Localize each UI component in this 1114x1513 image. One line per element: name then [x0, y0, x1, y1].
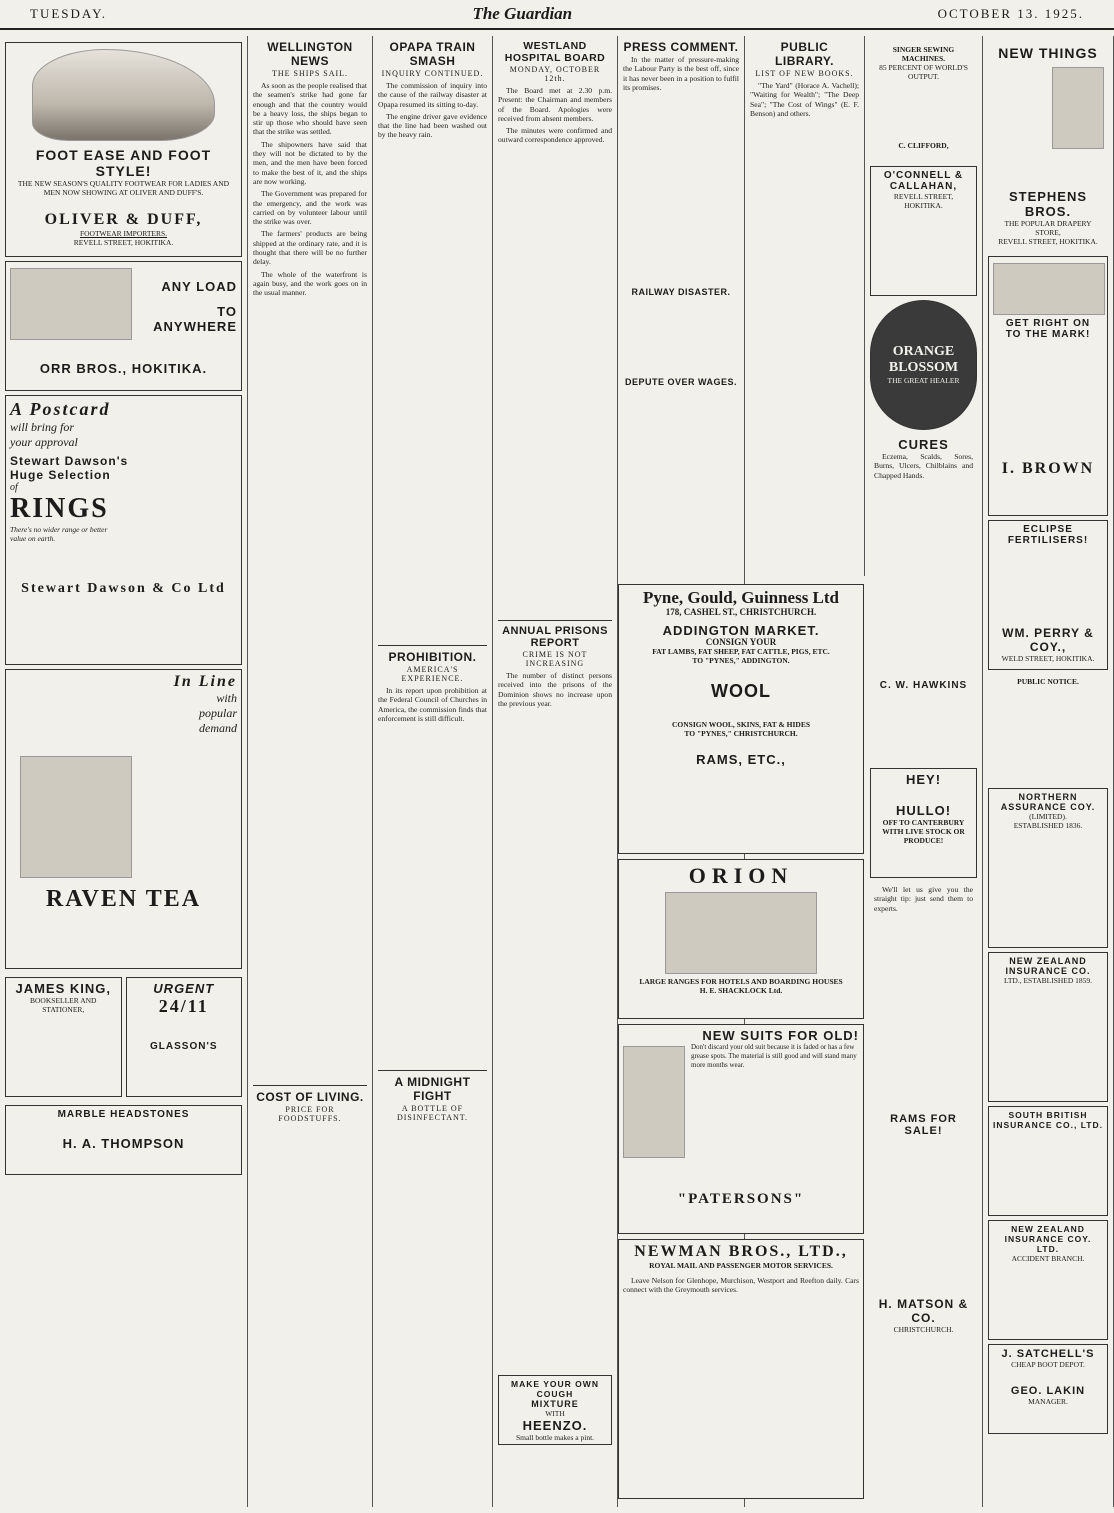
headline-depute-over-wages: DEPUTE OVER WAGES.	[624, 377, 738, 387]
ad-line-2: MIXTURE	[531, 1399, 579, 1409]
ad-rams: RAMS, ETC.,	[696, 752, 786, 767]
ad-name: H. A. THOMPSON	[62, 1136, 185, 1151]
ad-to-christchurch: TO "PYNES," CHRISTCHURCH.	[684, 729, 798, 738]
northern-assurance-ad	[988, 788, 1108, 948]
lorry-illustration	[10, 268, 132, 340]
orange-blossom-ad	[870, 300, 977, 430]
ad-firm: OLIVER & DUFF,	[44, 211, 203, 228]
ad-title: URGENT	[153, 981, 215, 996]
ad-body: THE NEW SEASON'S QUALITY FOOTWEAR FOR LADIES AND MEN NOW SHOWING AT OLIVER AND DUFF'S.	[17, 179, 230, 197]
issue-day: TUESDAY.	[30, 6, 108, 21]
ad-title: NORTHERN ASSURANCE COY.	[1000, 792, 1096, 812]
singer-sewing-ad	[870, 42, 977, 162]
ad-firm: GLASSON'S	[150, 1041, 218, 1052]
ad-body: We'll let us give you the straight tip: just send them to experts.	[874, 885, 973, 913]
ad-sub: ROYAL MAIL AND PASSENGER MOTOR SERVICES.	[649, 1261, 833, 1270]
tea-tin-illustration	[20, 756, 132, 878]
subhead: MONDAY, OCTOBER 12th.	[509, 65, 601, 83]
orr-bros-ad	[5, 261, 242, 391]
ad-body: Leave Nelson for Glenhope, Murchison, Westport and Reefton daily. Cars connect with the Greymouth services.	[623, 1276, 859, 1295]
ad-title: JAMES KING,	[15, 981, 111, 996]
ad-firm: ORR BROS., HOKITIKA.	[39, 361, 208, 376]
ad-sub: BOOKSELLER AND STATIONER,	[30, 996, 97, 1014]
article-text: In its report upon prohibition at the Federal Council of Churches in America, the commission finds that enforcement is still difficult.	[378, 686, 487, 723]
ad-sub: 85 PERCENT OF WORLD'S OUTPUT.	[879, 63, 968, 81]
oliver-duff-ad	[5, 42, 242, 257]
range-illustration	[665, 892, 817, 974]
ad-stock: FAT LAMBS, FAT SHEEP, FAT CATTLE, PIGS, ETC.	[652, 647, 830, 656]
subhead: LIST OF NEW BOOKS.	[755, 69, 854, 78]
ad-line-1: GET RIGHT ON	[1005, 318, 1091, 329]
column-6	[865, 36, 983, 1507]
column-7	[983, 36, 1114, 1507]
ad-line-5: Huge Selection	[10, 468, 111, 482]
ad-title: NEW ZEALAND INSURANCE CO.	[1005, 956, 1091, 976]
ad-title: J. SATCHELL'S	[1001, 1348, 1095, 1360]
accident-branch-ad	[988, 1220, 1108, 1340]
patersons-suits-ad	[618, 1024, 864, 1234]
james-king-ad	[5, 977, 122, 1097]
ad-brand: ORANGE BLOSSOM	[888, 344, 959, 375]
eclipse-fertilisers-ad	[988, 520, 1108, 670]
headline-midnight-fight: A MIDNIGHT FIGHT	[394, 1075, 471, 1103]
subhead: A BOTTLE OF DISINFECTANT.	[396, 1104, 469, 1122]
ad-sub: CHEAP BOOT DEPOT.	[1011, 1360, 1085, 1369]
headline-cost-of-living: COST OF LIVING.	[256, 1090, 364, 1104]
shooter-illustration	[993, 263, 1105, 315]
ad-title: NEW THINGS	[998, 45, 1098, 61]
headline-opapa-train-smash: OPAPA TRAIN SMASH	[389, 40, 476, 68]
stephens-bros-ad	[988, 42, 1108, 252]
ad-trade: FOOTWEAR IMPORTERS.	[79, 229, 168, 238]
ad-title: NEWMAN BROS., LTD.,	[634, 1243, 848, 1260]
ad-firm: C. W. HAWKINS	[879, 679, 968, 691]
fashion-illustration	[1052, 67, 1104, 149]
column-3	[373, 36, 493, 1507]
column-rule	[378, 645, 487, 646]
ad-line-3: WITH	[545, 1409, 565, 1418]
ad-wool: WOOL	[711, 681, 771, 701]
ad-sub: ACCIDENT BRANCH.	[1011, 1254, 1085, 1263]
column-ads-left	[0, 36, 248, 1507]
column-4	[493, 36, 618, 1507]
public-notice-ad	[988, 674, 1108, 784]
ad-sub: THE POPULAR DRAPERY STORE,	[1004, 219, 1092, 237]
ad-firm: I. BROWN	[1001, 460, 1095, 477]
ad-line-5: Small bottle makes a pint.	[515, 1433, 595, 1442]
subhead: THE SHIPS SAIL.	[271, 69, 349, 78]
shoe-illustration	[32, 49, 216, 141]
ad-tag: THE GREAT HEALER	[887, 376, 960, 385]
issue-date: OCTOBER 13. 1925.	[937, 6, 1084, 21]
headline-railway-disaster: RAILWAY DISASTER.	[631, 287, 731, 297]
ad-title: PUBLIC NOTICE.	[1017, 677, 1079, 686]
ad-title: Pyne, Gould, Guinness Ltd	[642, 588, 840, 607]
ad-firm: GEO. LAKIN	[1010, 1385, 1086, 1397]
ad-title: MARBLE HEADSTONES	[57, 1109, 190, 1120]
ad-firm: H. MATSON & CO.	[878, 1296, 969, 1325]
ad-line-7: RINGS	[10, 493, 109, 524]
ad-consign-wool: CONSIGN WOOL, SKINS, FAT & HIDES	[671, 720, 811, 729]
newman-bros-ad	[618, 1239, 864, 1499]
ad-hey: HEY!	[905, 772, 942, 787]
ad-title: NEW SUITS FOR OLD!	[702, 1028, 859, 1043]
stewart-dawson-ad	[5, 395, 242, 665]
nz-insurance-ad	[988, 952, 1108, 1102]
headline-westland-hospital-board: WESTLAND HOSPITAL BOARD	[504, 40, 606, 64]
ad-firm: H. E. SHACKLOCK Ltd.	[699, 986, 783, 995]
ad-price: 24/11	[158, 996, 209, 1016]
ad-firm: C. CLIFFORD,	[898, 141, 949, 150]
ad-title: SINGER SEWING MACHINES.	[892, 45, 955, 63]
ad-body: Eczema, Scalds, Sores, Burns, Ulcers, Chilblains and Chapped Hands.	[874, 452, 973, 480]
article-text: "The Yard" (Horace A. Vachell); "Waiting for Wealth"; "The Deep Sea"; "The Cost of Wings" (E. F. Benson) and others.	[750, 81, 859, 118]
ad-hullo: HULLO!	[895, 803, 952, 818]
article-text: In the matter of pressure-making the Labour Party is the best off, since it has never been in a position to fulfil its promises.	[623, 55, 739, 92]
column-rule	[253, 1085, 367, 1086]
ad-rams: RAMS FOR SALE!	[890, 1112, 957, 1137]
ad-address: 178, CASHEL ST., CHRISTCHURCH.	[665, 607, 817, 617]
glassons-ad	[126, 977, 243, 1097]
hey-hullo-ad	[870, 768, 977, 878]
ad-brand: ORION	[688, 863, 794, 888]
ad-line-2: will bring for	[10, 420, 75, 434]
ad-line-3: your approval	[10, 435, 78, 449]
headline-public-library: PUBLIC LIBRARY.	[775, 40, 834, 68]
paper-title: The Guardian	[472, 4, 573, 23]
headline-annual-prisons-report: ANNUAL PRISONS REPORT	[502, 625, 608, 649]
subhead: CRIME IS NOT INCREASING	[522, 650, 588, 668]
orion-ranges-ad	[618, 859, 864, 1019]
ad-sub: (LIMITED).	[1029, 812, 1067, 821]
masthead	[0, 0, 1114, 30]
ad-line-2: with	[216, 691, 237, 705]
ad-line-6: of	[10, 482, 18, 493]
south-british-ad	[988, 1106, 1108, 1216]
ad-title: FOOT EASE AND FOOT STYLE!	[35, 147, 212, 179]
subhead: AMERICA'S EXPERIENCE.	[401, 665, 464, 683]
ad-title: ECLIPSE FERTILISERS!	[1007, 524, 1089, 546]
ad-consign: CONSIGN YOUR	[705, 637, 777, 647]
ad-caption: LARGE RANGES FOR HOTELS AND BOARDING HOUSES	[639, 977, 843, 986]
heenzo-ad	[498, 1375, 612, 1445]
ad-address: REVELL STREET, HOKITIKA.	[73, 238, 174, 247]
ad-sub: REVELL STREET, HOKITIKA.	[893, 192, 954, 210]
tailor-illustration	[623, 1046, 685, 1158]
ad-firm: STEPHENS BROS.	[1008, 189, 1088, 219]
headline-prohibition: PROHIBITION.	[388, 650, 477, 664]
ad-role: MANAGER.	[1028, 1397, 1068, 1406]
ad-cures: CURES	[898, 437, 949, 452]
oconnell-ad	[870, 166, 977, 296]
ad-title-2: TO ANYWHERE	[153, 304, 237, 334]
cures-ad	[870, 434, 977, 764]
satchell-ad	[988, 1344, 1108, 1434]
ad-address: REVELL STREET, HOKITIKA.	[998, 237, 1098, 246]
ad-est: ESTABLISHED 1836.	[1013, 821, 1083, 830]
subhead: PRICE FOR FOODSTUFFS.	[278, 1105, 342, 1123]
headline-wellington-news: WELLINGTON NEWS	[267, 40, 353, 68]
ad-line-1: MAKE YOUR OWN COUGH	[511, 1379, 599, 1399]
ad-place: CHRISTCHURCH.	[893, 1324, 954, 1334]
headline-press-comment: PRESS COMMENT.	[623, 40, 739, 54]
ad-brand: RAVEN TEA	[45, 886, 202, 912]
ad-line-4: Stewart Dawson's	[10, 454, 129, 468]
matson-ad	[870, 882, 977, 1422]
ad-firm: Stewart Dawson & Co Ltd	[21, 581, 226, 596]
subhead: INQUIRY CONTINUED.	[381, 69, 484, 78]
ad-firm: WM. PERRY & COY.,	[1002, 626, 1094, 654]
article-text: The Board met at 2.30 p.m. Present: the Chairman and members of the Board. Apologies were received from absent members. The minutes were confirmed and outward correspondence approved.	[498, 86, 612, 145]
article-text: As soon as the people realised that the seamen's strike had gone far enough and that the country would be a heavy loss, the ships began to stir up those who should have seen that the strike was settled. The shipowners have said that they will not be dictated to by the men, and the men have been forced to make the best of it, and the ships are now working. The Government was prepared for the emergency, and the work was carried on by volunteer labour until the strike was over. The farmers' products are being shipped at the ordinary rate, and it is thought that there will be no further delay. The whole of the waterfront is again busy, and the work goes on in the usual manner.	[253, 81, 367, 298]
ad-address: WELD STREET, HOKITIKA.	[1001, 654, 1095, 663]
column-rule	[378, 1070, 487, 1071]
i-brown-ad	[988, 256, 1108, 516]
ad-to: TO "PYNES," ADDINGTON.	[692, 656, 790, 665]
ad-title: NEW ZEALAND INSURANCE COY. LTD.	[1004, 1224, 1092, 1254]
ad-firm: "PATERSONS"	[677, 1191, 805, 1207]
article-text: The number of distinct persons received into the prisons of the Dominion shows no increase upon the previous year.	[498, 671, 612, 708]
ad-est: LTD., ESTABLISHED 1859.	[1003, 976, 1093, 985]
ad-line-2: TO THE MARK!	[1005, 329, 1091, 340]
ad-title: SOUTH BRITISH INSURANCE CO., LTD.	[993, 1110, 1103, 1130]
ad-line-4: demand	[199, 721, 237, 735]
ad-line-8: There's no wider range or better value on earth.	[10, 525, 108, 543]
ad-title: O'CONNELL & CALLAHAN,	[883, 170, 964, 192]
ad-body: Don't discard your old suit because it is faded or has a few grease spots. The material is still good and will stand many more months wear.	[691, 1043, 857, 1069]
ad-line-3: popular	[198, 706, 237, 720]
ad-title-1: ANY LOAD	[161, 279, 237, 294]
ad-line-4: HEENZO.	[522, 1418, 588, 1433]
ad-line-1: In Line	[173, 673, 237, 690]
column-2	[248, 36, 373, 1507]
column-rule	[498, 620, 612, 621]
ad-body: OFF TO CANTERBURY WITH LIVE STOCK OR PRODUCE!	[882, 818, 965, 845]
raven-tea-ad	[5, 669, 242, 969]
ad-line-1: A Postcard	[10, 399, 111, 419]
article-text: The commission of inquiry into the cause of the railway disaster at Opapa resumed its sitting to-day. The engine driver gave evidence that the line had been washed out by the heavy rain.	[378, 81, 487, 140]
marble-headstones-ad	[5, 1105, 242, 1175]
pyne-gould-guinness-ad	[618, 584, 864, 854]
column-5b	[745, 36, 865, 576]
ad-market: ADDINGTON MARKET.	[662, 623, 820, 638]
